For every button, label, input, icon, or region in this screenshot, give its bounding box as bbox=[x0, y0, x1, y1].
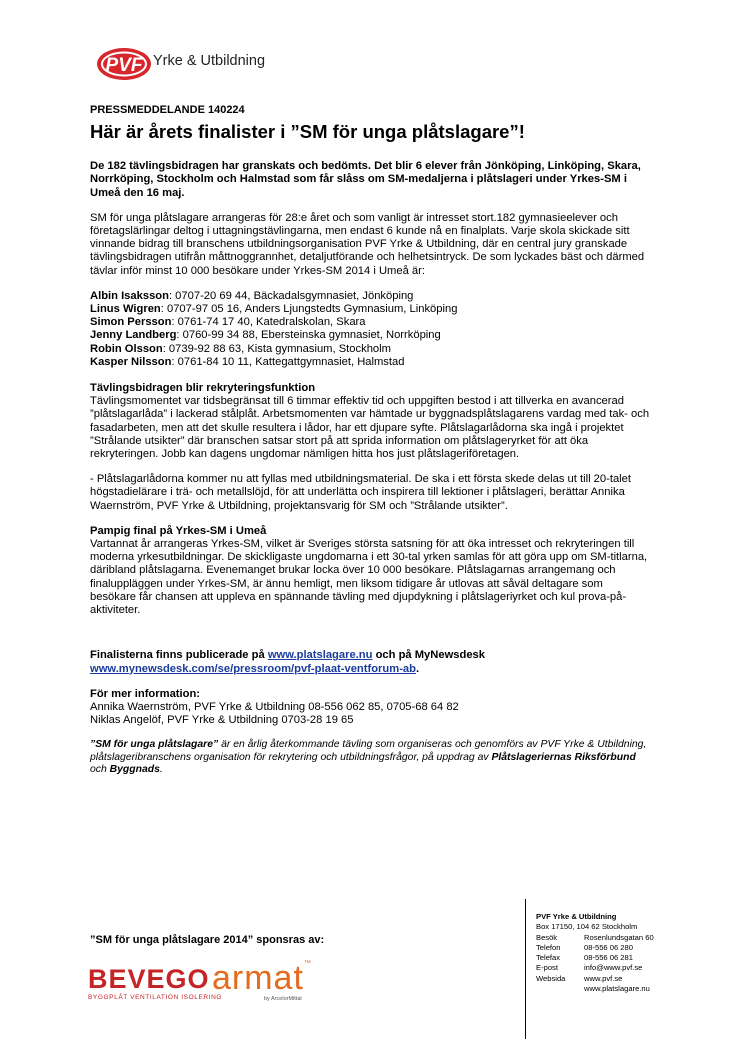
finalist-info: : 0707-97 05 16, Anders Ljungstedts Gymnasium, Linköping bbox=[160, 303, 458, 316]
more-info-contacts: Annika Waernström, PVF Yrke & Utbildning 08-556 062 85, 0705-68 64 82 Niklas Angelöf, PVF Yrke & Utbildning 0703-28 19 65 bbox=[90, 700, 459, 727]
finalist-name: Robin Olsson bbox=[90, 342, 163, 355]
section-heading-recruitment: Tävlingsbidragen blir rekryteringsfunktion bbox=[90, 382, 316, 395]
contact-address: Box 17150, 104 62 Stockholm bbox=[536, 922, 638, 932]
finalist-name: Linus Wigren bbox=[90, 303, 161, 316]
logo-tagline: Yrke & Utbildning bbox=[153, 53, 266, 69]
list-item bbox=[90, 303, 650, 316]
finalist-name: Kasper Nilsson bbox=[90, 355, 172, 368]
platslagare-link[interactable]: www.platslagare.nu bbox=[267, 649, 373, 662]
lead-paragraph: De 182 tävlingsbidragen har granskats och bedömts. Det blir 6 elever från Jönköping, Linköping, Skara, Norrköping, Stockholm och Halmstad som får slåss om SM-medaljerna i plåtslageri under Yrkes-SM i Umeå den 16 maj. bbox=[90, 160, 641, 199]
section-body-final: Vartannat år arrangeras Yrkes-SM, vilket är Sveriges största satsning för att öka intresset och rekryteringen till moderna yrkesutbildningar. De skickligaste ungdomarna i ett 30-tal yrken samlas för att göra upp om SM-titlarna, däribland plåtslagarna. Evenemanget brukar locka över 10 000 besökare. Plåtslagarnas arrangemang och finaluppläggen under Yrkes-SM, är ännu hemligt, men liksom tidigare år utlovas att såväl deltagare som besökare får chansen att uppleva en spännande tävling med djupdykning i plåtslageriyrket och kul prova-på-aktiviteter. bbox=[90, 538, 648, 617]
bevego-logo bbox=[88, 966, 222, 1001]
contact-row: Telefax 08-556 06 281 bbox=[536, 953, 633, 963]
finalist-list bbox=[90, 290, 650, 369]
list-item bbox=[90, 290, 650, 303]
finalist-info: : 0739-92 88 63, Kista gymnasium, Stockholm bbox=[162, 342, 391, 355]
section-heading-final: Pampig final på Yrkes-SM i Umeå bbox=[90, 524, 267, 537]
armat-byline: by ArcelorMittal bbox=[264, 996, 302, 1002]
finalist-info: : 0760-99 34 88, Ebersteinska gymnasiet, Norrköping bbox=[176, 329, 441, 342]
finalist-info: : 0707-20 69 44, Bäckadalsgymnasiet, Jönköping bbox=[168, 289, 414, 302]
finalist-info: : 0761-84 10 11, Kattegattgymnasiet, Halmstad bbox=[171, 355, 405, 368]
pvf-logo bbox=[96, 46, 286, 82]
armat-wordmark: armat bbox=[212, 959, 304, 997]
contact-row: E-post info@www.pvf.se bbox=[536, 963, 643, 973]
bevego-subline: BYGGPLÅT VENTILATION ISOLERING bbox=[88, 994, 223, 1001]
contact-org: PVF Yrke & Utbildning bbox=[536, 912, 617, 921]
contact-row: Besök Rosenlundsgatan 60 bbox=[536, 932, 654, 942]
published-info: Finalisterna finns publicerade på www.platslagare.nu och på MyNewsdesk www.mynewsdesk.com/se/pressroom/pvf-plaat-ventforum-ab. bbox=[90, 649, 486, 675]
finalist-name: Jenny Landberg bbox=[90, 329, 177, 342]
pvf-logo-mark-icon bbox=[96, 46, 154, 82]
contact-row: www.platslagare.nu bbox=[584, 984, 650, 994]
press-label: PRESSMEDDELANDE 140224 bbox=[90, 104, 245, 116]
list-item bbox=[90, 343, 650, 356]
sponsor-line: ”SM för unga plåtslagare 2014” sponsras av: bbox=[90, 934, 325, 946]
headline: Här är årets finalister i ”SM för unga plåtslagare”! bbox=[90, 121, 525, 143]
finalist-name: Albin Isaksson bbox=[90, 289, 169, 302]
bevego-wordmark: BEVEGO bbox=[88, 964, 210, 994]
list-item bbox=[90, 316, 650, 329]
finalist-info: : 0761-74 17 40, Katedralskolan, Skara bbox=[171, 316, 366, 329]
press-release-body bbox=[90, 104, 650, 776]
intro-paragraph: SM för unga plåtslagare arrangeras för 28:e året och som vanligt är intresset stort.182 gymnasieelever och företagslärlingar deltog i uttagningstävlingarna, men endast 6 kunde nå en finalplats. Varje skola skickade sitt vinnande bidrag till branschens utbildningsorganisation PVF Yrke & Utbildning, där en central jury granskade tävlingsbidragen utifrån måttnoggrannhet, detaljutförande och helhetsintryck. De som lyckades bäst och därmed tävlar inför minst 10 000 besökare under Yrkes-SM 2014 i Umeå är: bbox=[90, 211, 645, 277]
contact-row: Websida www.pvf.se bbox=[536, 973, 623, 983]
quote-paragraph: - Plåtslagarlådorna kommer nu att fyllas med utbildningsmaterial. De ska i ett första skede delas ut till 20-talet högstadielärare i trä- och metallslöjd, för att underlätta och inspirera till lektioner i plåtslageri, berättar Annika Waernström, PVF Yrke & Utbildning, projektansvarig för SM och ”Strålande utsikter”. bbox=[90, 473, 631, 512]
section-body-recruitment: Tävlingsmomentet var tidsbegränsat till 6 timmar effektiv tid och uppgiften bestod i att tillverka en avancerad ”plåtslagarlåda” i lackerad stålplåt. Arbetsmomenten var hämtade ur byggnadsplåtslagarens vardag med tak- och fasadarbeten, men att det skulle resultera i lådor, har ett djupare syfte. Plåtslagarlådorna ska ingå i projektet ”Strålande utsikter” där branschen satsar stort på att sprida information om plåtslageryrket för att öka rekryteringen. Jobb kan dagens ungdomar nämligen hitta hos just plåtslageriföretagen. bbox=[90, 395, 650, 461]
armat-trademark: ™ bbox=[303, 960, 311, 967]
finalist-name: Simon Persson bbox=[90, 316, 172, 329]
contact-row: Telefon 08-556 06 280 bbox=[536, 942, 633, 952]
armat-logo bbox=[212, 959, 311, 1002]
list-item bbox=[90, 329, 650, 342]
mynewsdesk-link[interactable]: www.mynewsdesk.com/se/pressroom/pvf-plaat-ventforum-ab bbox=[90, 662, 416, 675]
more-info-heading: För mer information: bbox=[90, 687, 201, 700]
footnote: ”SM för unga plåtslagare” är en årlig återkommande tävling som organiseras och genomförs av PVF Yrke & Utbildning, plåtslageribranschens organisation för rekrytering och utbildningsfrågor, på uppdrag av Plåtslageriernas Riksförbund och Byggnads. bbox=[90, 739, 647, 775]
svg-text:PVF: PVF bbox=[105, 55, 143, 76]
contact-box bbox=[525, 899, 654, 1039]
list-item bbox=[90, 356, 650, 369]
